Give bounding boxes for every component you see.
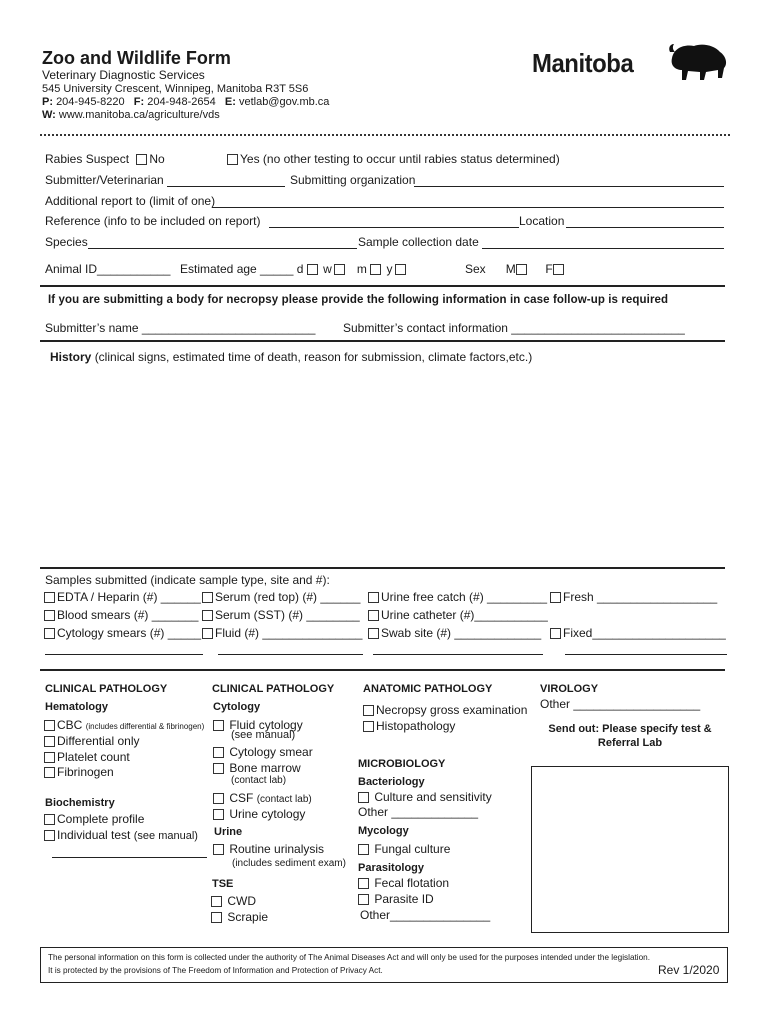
virology-other-field[interactable]: Other ___________________ — [540, 697, 701, 711]
age-days-checkbox[interactable] — [307, 264, 318, 275]
test-scrapie: Scrapie — [211, 910, 268, 924]
species-field[interactable] — [88, 248, 357, 249]
cbc-checkbox[interactable] — [44, 720, 55, 731]
fluid-checkbox[interactable] — [202, 628, 213, 639]
platelet-checkbox[interactable] — [44, 752, 55, 763]
bone-marrow-note: (contact lab) — [231, 775, 287, 786]
privacy-line-1: The personal information on this form is collected under the authority of The Animal Diseases Act and will only be used for the purposes intended under the legislation. — [48, 953, 650, 962]
microbiology-heading: MICROBIOLOGY — [358, 758, 446, 770]
revision-label: Rev 1/2020 — [658, 963, 720, 977]
rabies-yes-checkbox[interactable] — [227, 154, 238, 165]
urine-free-checkbox[interactable] — [368, 592, 379, 603]
test-fecal: Fecal flotation — [358, 876, 449, 890]
age-weeks-checkbox[interactable] — [334, 264, 345, 275]
cwd-checkbox[interactable] — [211, 896, 222, 907]
submitter-contact-field[interactable]: Submitter’s contact information __________________________ — [343, 321, 685, 335]
rabies-row: Rabies Suspect No — [45, 152, 165, 166]
cytology-smear-checkbox[interactable] — [213, 747, 224, 758]
bison-icon — [666, 40, 730, 82]
samples-label: Samples submitted (indicate sample type, site and #): — [45, 573, 330, 587]
sample-urine-catheter: Urine catheter (#)___________ — [368, 608, 548, 622]
blood-smears-checkbox[interactable] — [44, 610, 55, 621]
sample-date-label: Sample collection date — [358, 235, 479, 249]
individual-test-field[interactable] — [52, 857, 207, 858]
necropsy-notice: If you are submitting a body for necropsy please provide the following information in case follow-up is required — [48, 294, 669, 306]
sample-cytology-smears: Cytology smears (#) _____ — [44, 626, 201, 640]
sex-row: Sex M F — [465, 262, 566, 276]
mycology-heading: Mycology — [358, 825, 409, 837]
age-years-checkbox[interactable] — [395, 264, 406, 275]
routine-urinalysis-checkbox[interactable] — [213, 844, 224, 855]
test-csf: CSF (contact lab) — [213, 791, 312, 805]
fax: 204-948-2654 — [147, 96, 216, 108]
species-label: Species — [45, 235, 88, 249]
submitting-org-label: Submitting organization — [290, 173, 416, 187]
scrapie-checkbox[interactable] — [211, 912, 222, 923]
sample-serum-sst: Serum (SST) (#) ________ — [202, 608, 360, 622]
test-histopathology: Histopathology — [363, 719, 455, 733]
differential-checkbox[interactable] — [44, 736, 55, 747]
test-parasite-id: Parasite ID — [358, 892, 434, 906]
form-title: Zoo and Wildlife Form — [42, 48, 231, 68]
serum-red-checkbox[interactable] — [202, 592, 213, 603]
cytology-heading: Cytology — [213, 701, 261, 713]
sample-extra-line-4[interactable] — [565, 654, 727, 655]
necropsy-checkbox[interactable] — [363, 705, 374, 716]
privacy-line-2: It is protected by the provisions of The Freedom of Information and Protection of Privacy Act. — [48, 966, 383, 975]
fluid-cytology-note: (see manual) — [231, 729, 296, 741]
web-line: W: www.manitoba.ca/agriculture/vds — [42, 109, 220, 121]
fungal-checkbox[interactable] — [358, 844, 369, 855]
estimated-age-field[interactable]: Estimated age _____ — [180, 262, 294, 276]
fluid-cytology-checkbox[interactable] — [213, 720, 224, 731]
bacteriology-heading: Bacteriology — [358, 776, 425, 788]
referral-lab-box[interactable] — [531, 766, 729, 933]
edta-checkbox[interactable] — [44, 592, 55, 603]
biochemistry-heading: Biochemistry — [45, 797, 115, 809]
sample-extra-line-2[interactable] — [218, 654, 363, 655]
test-routine-urinalysis: Routine urinalysis — [213, 842, 324, 856]
location-label: Location — [519, 214, 565, 228]
swab-checkbox[interactable] — [368, 628, 379, 639]
test-culture: Culture and sensitivity — [358, 790, 492, 804]
sample-urine-free: Urine free catch (#) _________ — [368, 590, 547, 604]
sample-swab: Swab site (#) _____________ — [368, 626, 541, 640]
tests-top-rule — [40, 669, 725, 671]
sample-extra-line-1[interactable] — [45, 654, 203, 655]
test-individual: Individual test (see manual) — [44, 828, 198, 842]
culture-checkbox[interactable] — [358, 792, 369, 803]
history-area[interactable] — [45, 368, 725, 564]
test-cbc: CBC (includes differential & fibrinogen) — [44, 718, 204, 732]
complete-profile-checkbox[interactable] — [44, 814, 55, 825]
test-complete-profile: Complete profile — [44, 812, 144, 826]
sex-male-checkbox[interactable] — [516, 264, 527, 275]
urinalysis-note: (includes sediment exam) — [232, 858, 346, 869]
test-differential: Differential only — [44, 734, 140, 748]
tse-heading: TSE — [212, 878, 234, 890]
animal-id-field[interactable]: Animal ID___________ — [45, 262, 171, 276]
parasite-id-checkbox[interactable] — [358, 894, 369, 905]
sample-date-field[interactable] — [482, 248, 724, 249]
history-heading: History (clinical signs, estimated time of death, reason for submission, climate factors,etc.) — [50, 350, 533, 364]
bacteriology-other-field[interactable]: Other _____________ — [358, 805, 479, 819]
email: vetlab@gov.mb.ca — [238, 96, 330, 108]
sample-blood-smears: Blood smears (#) _______ — [44, 608, 198, 622]
test-necropsy: Necropsy gross examination — [363, 703, 527, 717]
test-bone-marrow: Bone marrow — [213, 761, 301, 775]
submitter-name-field[interactable]: Submitter’s name __________________________ — [45, 321, 316, 335]
fixed-checkbox[interactable] — [550, 628, 561, 639]
clinical-path-heading-2: CLINICAL PATHOLOGY — [212, 683, 335, 695]
submitter-vet-label: Submitter/Veterinarian — [45, 173, 164, 187]
age-row: Estimated age _____ d w m y — [180, 262, 408, 276]
reference-label: Reference (info to be included on report) — [45, 214, 261, 228]
history-top-rule — [40, 340, 725, 342]
virology-heading: VIROLOGY — [540, 683, 599, 695]
test-cytology-smear: Cytology smear — [213, 745, 313, 759]
clinical-path-heading-1: CLINICAL PATHOLOGY — [45, 683, 168, 695]
anatomic-heading: ANATOMIC PATHOLOGY — [363, 683, 493, 695]
send-out-line-2: Referral Lab — [597, 737, 663, 749]
bone-marrow-checkbox[interactable] — [213, 763, 224, 774]
sex-female-checkbox[interactable] — [553, 264, 564, 275]
test-fibrinogen: Fibrinogen — [44, 765, 114, 779]
test-platelet: Platelet count — [44, 750, 130, 764]
submitter-vet-field[interactable] — [167, 186, 285, 187]
manitoba-logo-text: Manitoba — [532, 48, 634, 78]
rabies-yes-row: Yes (no other testing to occur until rabies status determined) — [227, 152, 560, 166]
sample-extra-line-3[interactable] — [373, 654, 543, 655]
additional-report-label: Additional report to (limit of one) — [45, 194, 216, 208]
sample-fluid: Fluid (#) _______________ — [202, 626, 362, 640]
urine-cytology-checkbox[interactable] — [213, 809, 224, 820]
parasitology-other-field[interactable]: Other_______________ — [360, 908, 491, 922]
urine-catheter-checkbox[interactable] — [368, 610, 379, 621]
serum-sst-checkbox[interactable] — [202, 610, 213, 621]
address: 545 University Crescent, Winnipeg, Manitoba R3T 5S6 — [42, 83, 309, 95]
contact-line: P: 204-945-8220 F: 204-948-2654 E: vetlab@gov.mb.ca — [42, 96, 330, 108]
age-months-checkbox[interactable] — [370, 264, 381, 275]
website: www.manitoba.ca/agriculture/vds — [58, 109, 220, 121]
histopathology-checkbox[interactable] — [363, 721, 374, 732]
samples-top-rule — [40, 567, 725, 569]
necropsy-top-rule — [40, 285, 725, 287]
phone: 204-945-8220 — [56, 96, 125, 108]
test-urine-cytology: Urine cytology — [213, 807, 305, 821]
additional-report-field[interactable] — [212, 207, 724, 208]
individual-test-checkbox[interactable] — [44, 830, 55, 841]
cytology-smears-checkbox[interactable] — [44, 628, 55, 639]
header-divider — [40, 134, 730, 136]
csf-checkbox[interactable] — [213, 793, 224, 804]
reference-field[interactable] — [269, 227, 519, 228]
test-fluid-cytology: Fluid cytology — [213, 718, 303, 732]
hematology-heading: Hematology — [45, 701, 108, 713]
fecal-checkbox[interactable] — [358, 878, 369, 889]
send-out-line-1: Send out: Please specify test & — [548, 723, 712, 735]
parasitology-heading: Parasitology — [358, 862, 425, 874]
test-cwd: CWD — [211, 894, 256, 908]
urine-heading: Urine — [214, 826, 243, 838]
test-fungal: Fungal culture — [358, 842, 450, 856]
sample-serum-red: Serum (red top) (#) ______ — [202, 590, 360, 604]
fibrinogen-checkbox[interactable] — [44, 767, 55, 778]
location-field[interactable] — [566, 227, 724, 228]
submitting-org-field[interactable] — [414, 186, 724, 187]
rabies-no-checkbox[interactable] — [136, 154, 147, 165]
fresh-checkbox[interactable] — [550, 592, 561, 603]
sample-fixed: Fixed____________________ — [550, 626, 726, 640]
subtitle: Veterinary Diagnostic Services — [42, 68, 205, 82]
sample-fresh: Fresh __________________ — [550, 590, 717, 604]
sample-edta: EDTA / Heparin (#) ______ — [44, 590, 201, 604]
